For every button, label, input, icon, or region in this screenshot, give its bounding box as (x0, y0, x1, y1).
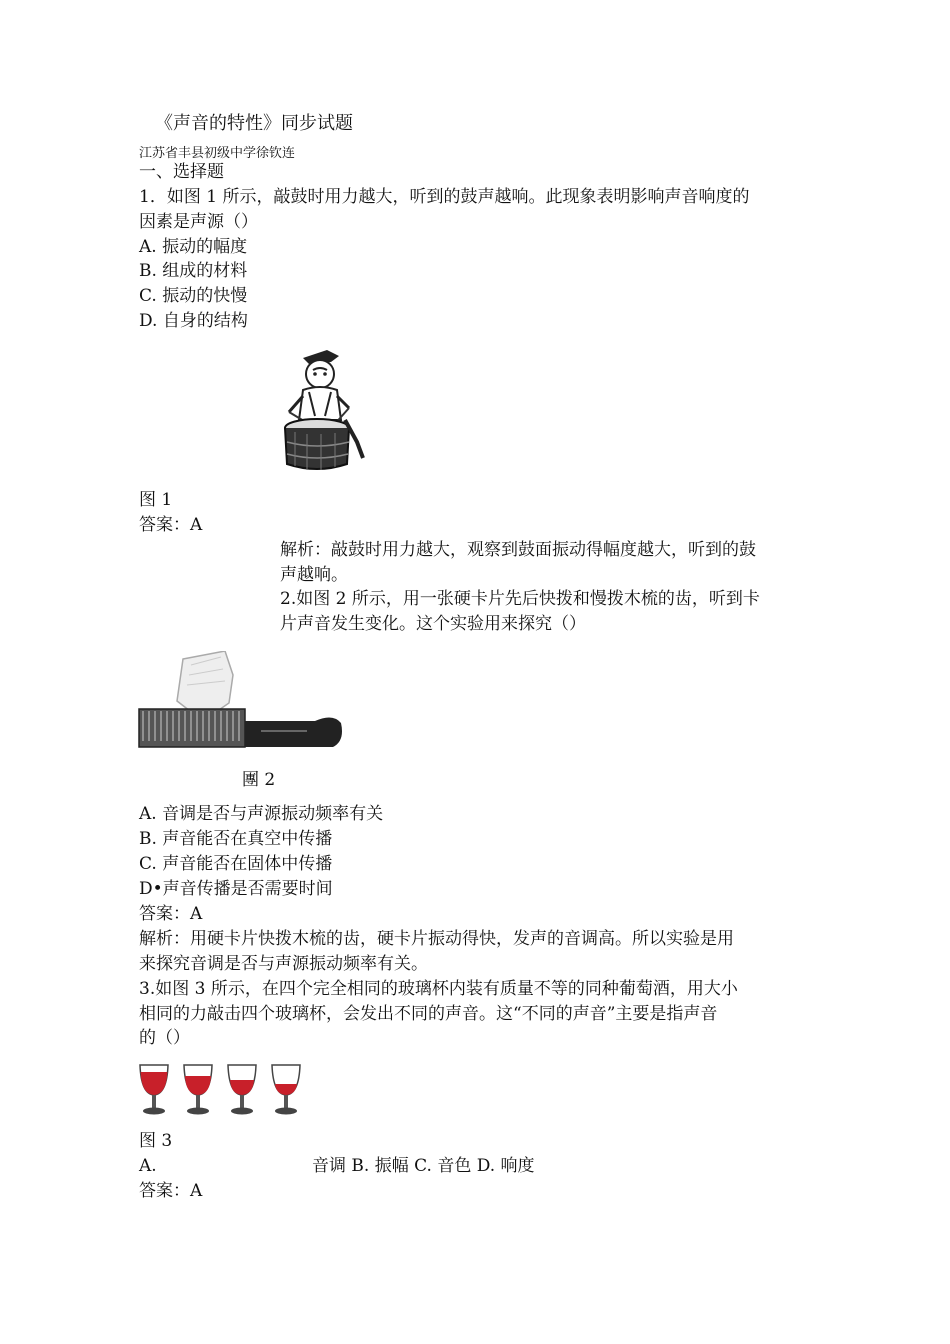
q1-answer: 答案：A (139, 515, 203, 535)
q3-options: 音调 B. 振幅 C. 音色 D. 响度 (312, 1156, 535, 1176)
wine-glass-1 (140, 1065, 168, 1115)
q2-option-b: B. 声音能否在真空中传播 (139, 829, 333, 849)
wine-glass-3 (228, 1065, 256, 1115)
q1-stem-line2: 因素是声源（） (139, 212, 258, 232)
q3-stem-line1: 3.如图 3 所示，在四个完全相同的玻璃杯内装有质量不等的同种葡萄酒，用大小 (139, 979, 738, 999)
comb-card-figure-image (137, 651, 347, 755)
q1-option-c: C. 振动的快慢 (139, 286, 248, 306)
q1-stem-line1: 1．如图 1 所示，敲鼓时用力越大，听到的鼓声越响。此现象表明影响声音响度的 (139, 187, 750, 207)
q2-option-a: A. 音调是否与声源振动频率有关 (139, 804, 384, 824)
wine-glass-2 (184, 1065, 212, 1115)
wine-glass-4 (272, 1065, 300, 1115)
q2-analysis-line1: 解析：用硬卡片快拨木梳的齿，硬卡片振动得快，发声的音调高。所以实验是用 (139, 929, 734, 949)
q2-stem-line2: 片声音发生变化。这个实验用来探究（） (280, 614, 586, 634)
q1-analysis-line2: 声越响。 (280, 565, 348, 585)
q2-analysis-line2: 来探究音调是否与声源振动频率有关。 (139, 954, 428, 974)
q3-stem-line3: 的（） (139, 1028, 190, 1048)
q2-answer: 答案：A (139, 904, 203, 924)
doc-author: 江苏省丰县初级中学徐钦连 (139, 146, 296, 161)
q3-stem-line2: 相同的力敲击四个玻璃杯，会发出不同的声音。这“不同的声音”主要是指声音 (139, 1004, 718, 1024)
q2-option-c: C. 声音能否在固体中传播 (139, 854, 333, 874)
q1-analysis-line1: 解析：敲鼓时用力越大，观察到鼓面振动得幅度越大，听到的鼓 (280, 540, 756, 560)
q1-option-d: D. 自身的结构 (139, 311, 248, 331)
wine-glasses-figure-image (137, 1062, 303, 1118)
q3-answer: 答案：A (139, 1181, 203, 1201)
drummer-figure-image (275, 346, 370, 478)
section-heading: 一、选择题 (139, 162, 224, 182)
q1-figure-caption: 图 1 (139, 490, 173, 510)
q3-option-a-label: A. (139, 1156, 157, 1176)
q2-figure-caption: 團 2 (242, 770, 276, 790)
q1-option-a: A. 振动的幅度 (139, 237, 248, 257)
q2-option-d: D•声音传播是否需要时间 (139, 879, 333, 899)
q1-option-b: B. 组成的材料 (139, 261, 248, 281)
q2-stem-line1: 2.如图 2 所示，用一张硬卡片先后快拨和慢拨木梳的齿，听到卡 (280, 589, 760, 609)
doc-title: 《声音的特性》同步试题 (155, 113, 353, 134)
q3-figure-caption: 图 3 (139, 1131, 173, 1151)
